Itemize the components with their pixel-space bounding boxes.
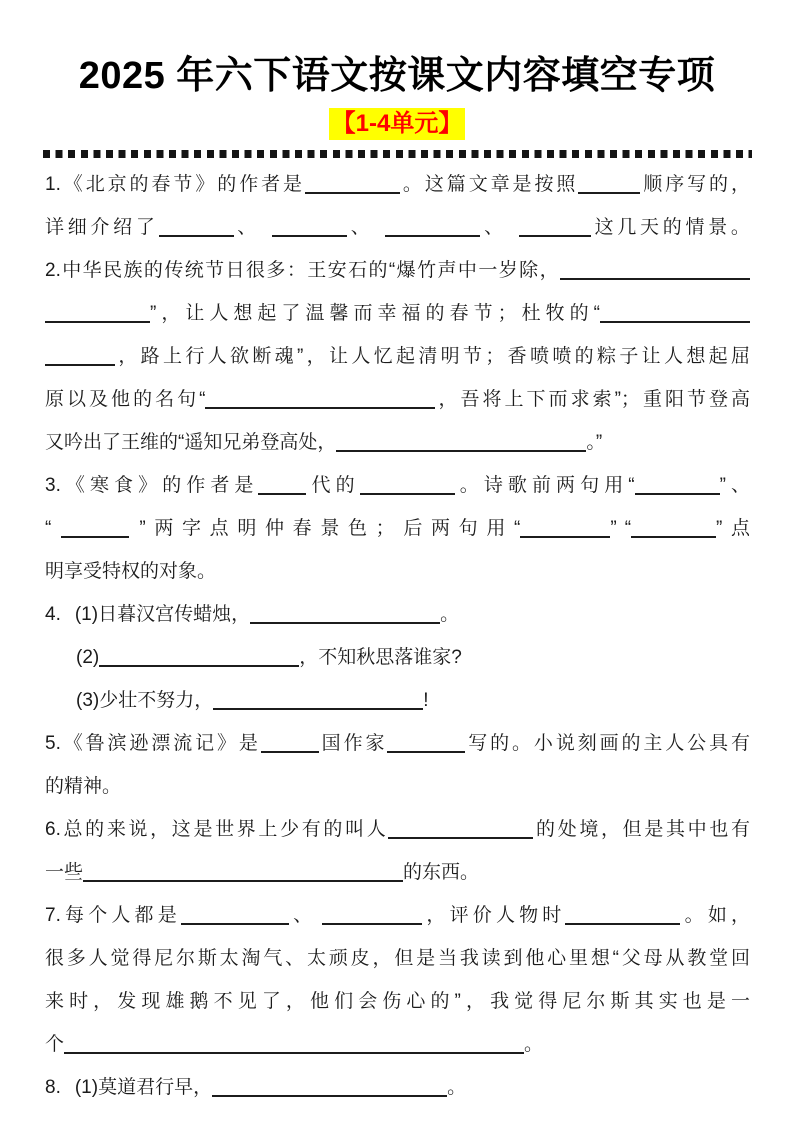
- text-run: ”两字点明仲春景色；后两句用“: [139, 518, 521, 539]
- text-run: 。”: [586, 432, 603, 453]
- text-run: (2): [76, 647, 100, 668]
- text-run: 、: [233, 217, 261, 238]
- fill-in-blank: [212, 1076, 447, 1097]
- fill-in-blank: [45, 302, 150, 323]
- spacer: [129, 533, 139, 534]
- text-run: “: [45, 518, 52, 539]
- worksheet-line: [45, 765, 750, 808]
- text-run: 的精神。: [45, 776, 122, 797]
- text-run: ”、: [719, 475, 750, 496]
- text-run: ”点: [716, 518, 751, 539]
- text-run: 来时，发现雄鹅不见了，他们会伤心的”，我觉得尼尔斯其实也是一: [45, 991, 750, 1012]
- fill-in-blank: [520, 517, 610, 538]
- worksheet-line: [45, 1066, 750, 1109]
- text-run: 、: [288, 905, 317, 926]
- spacer: [45, 662, 76, 663]
- text-run: ”，让人想起了温馨而幸福的春节；杜牧的“: [150, 303, 600, 324]
- fill-in-blank: [519, 216, 591, 237]
- worksheet-line: [45, 292, 750, 335]
- text-run: 的东西。: [403, 862, 480, 883]
- text-run: 详细介绍了: [45, 217, 159, 238]
- text-run: 。诗歌前两句用“: [454, 475, 635, 496]
- spacer: [373, 232, 385, 233]
- fill-in-blank: [159, 216, 234, 237]
- fill-in-blank: [205, 388, 435, 409]
- worksheet-line: [45, 464, 750, 507]
- worksheet-line: [45, 593, 750, 636]
- text-run: 写的。小说刻画的主人公具有: [465, 733, 750, 754]
- spacer: [61, 1092, 75, 1093]
- fill-in-blank: [385, 216, 480, 237]
- text-run: 。: [440, 604, 460, 625]
- dotted-divider: [43, 150, 752, 158]
- text-run: 一些: [45, 862, 84, 883]
- text-run: 国作家: [318, 733, 388, 754]
- worksheet-line: [45, 722, 750, 765]
- worksheet-line: [45, 679, 750, 722]
- text-run: 、: [480, 217, 507, 238]
- text-run: !: [423, 690, 429, 711]
- text-run: 2.中华民族的传统节日很多：王安石的“爆竹声中一岁除，: [45, 260, 560, 281]
- worksheet-line: [45, 335, 750, 378]
- text-run: 明享受特权的对象。: [45, 561, 217, 582]
- worksheet-line: [45, 249, 750, 292]
- text-run: ，不知秋思落谁家?: [299, 647, 462, 668]
- text-run: 。: [447, 1077, 467, 1098]
- fill-in-blank: [600, 302, 750, 323]
- text-run: ，路上行人欲断魂”，让人忆起清明节；香喷喷的粽子让人想起屈: [115, 346, 750, 367]
- fill-in-blank: [305, 173, 400, 194]
- worksheet-line: [45, 937, 750, 980]
- text-run: 这几天的情景。: [590, 217, 750, 238]
- text-run: 、: [347, 217, 374, 238]
- fill-in-blank: [635, 474, 720, 495]
- text-run: 的处境，但是其中也有: [533, 819, 750, 840]
- worksheet-line: [45, 507, 750, 550]
- spacer: [61, 619, 75, 620]
- text-run: 。: [524, 1034, 544, 1055]
- text-run: 代的: [306, 475, 360, 496]
- worksheet-line: [45, 851, 750, 894]
- fill-in-blank: [631, 517, 716, 538]
- fill-in-blank: [272, 216, 347, 237]
- worksheet-line: [45, 421, 750, 464]
- fill-in-blank: [61, 517, 129, 538]
- fill-in-blank: [578, 173, 640, 194]
- text-run: “: [624, 518, 632, 539]
- text-run: 3.《寒食》的作者是: [45, 475, 259, 496]
- fill-in-blank: [83, 861, 403, 882]
- text-run: 1.《北京的春节》的作者是: [45, 174, 305, 195]
- text-run: ，吾将上下而求索”；重阳节登高: [435, 389, 751, 410]
- text-run: 6.总的来说，这是世界上少有的叫人: [45, 819, 389, 840]
- text-run: (1)日暮汉宫传蜡烛，: [74, 604, 251, 625]
- spacer: [617, 533, 625, 534]
- fill-in-blank: [560, 259, 750, 280]
- text-run: 又吟出了王维的“遥知兄弟登高处，: [45, 432, 337, 453]
- text-run: 。如，: [680, 905, 750, 926]
- text-run: ，评价人物时: [422, 905, 566, 926]
- worksheet-body: [45, 163, 750, 1109]
- text-run: 4.: [45, 604, 61, 625]
- fill-in-blank: [387, 732, 465, 753]
- worksheet-line: [45, 206, 750, 249]
- fill-in-blank: [360, 474, 455, 495]
- text-run: 很多人觉得尼尔斯太淘气、太顽皮，但是当我读到他心里想“父母从教堂回: [45, 948, 750, 969]
- fill-in-blank: [99, 646, 299, 667]
- unit-range-badge: 【1-4单元】: [329, 108, 466, 140]
- text-run: 。这篇文章是按照: [399, 174, 579, 195]
- spacer: [260, 232, 272, 233]
- fill-in-blank: [213, 689, 423, 710]
- fill-in-blank: [388, 818, 533, 839]
- worksheet-line: [45, 163, 750, 206]
- fill-in-blank: [336, 431, 586, 452]
- spacer: [45, 705, 76, 706]
- text-run: 7.每个人都是: [45, 905, 181, 926]
- fill-in-blank: [250, 603, 440, 624]
- worksheet-line: [45, 980, 750, 1023]
- text-run: 5.《鲁滨逊漂流记》是: [45, 733, 261, 754]
- text-run: 个: [45, 1034, 65, 1055]
- fill-in-blank: [258, 474, 306, 495]
- fill-in-blank: [565, 904, 680, 925]
- fill-in-blank: [45, 345, 115, 366]
- worksheet-line: [45, 1023, 750, 1066]
- text-run: ”: [610, 518, 617, 539]
- fill-in-blank: [64, 1033, 524, 1054]
- worksheet-line: [45, 636, 750, 679]
- fill-in-blank: [261, 732, 319, 753]
- text-run: (3)少壮不努力，: [76, 690, 214, 711]
- text-run: (1)莫道君行早，: [74, 1077, 213, 1098]
- worksheet-line: [45, 808, 750, 851]
- fill-in-blank: [181, 904, 289, 925]
- worksheet-line: [45, 894, 750, 937]
- subtitle-row: [45, 108, 749, 142]
- spacer: [507, 232, 519, 233]
- page-title: 2025 年六下语文按课文内容填空专项: [78, 55, 716, 97]
- text-run: 8.: [45, 1077, 61, 1098]
- worksheet-line: [45, 550, 750, 593]
- spacer: [51, 533, 61, 534]
- text-run: 原以及他的名句“: [45, 389, 206, 410]
- text-run: 顺序写的，: [640, 174, 750, 195]
- fill-in-blank: [322, 904, 422, 925]
- worksheet-line: [45, 378, 750, 421]
